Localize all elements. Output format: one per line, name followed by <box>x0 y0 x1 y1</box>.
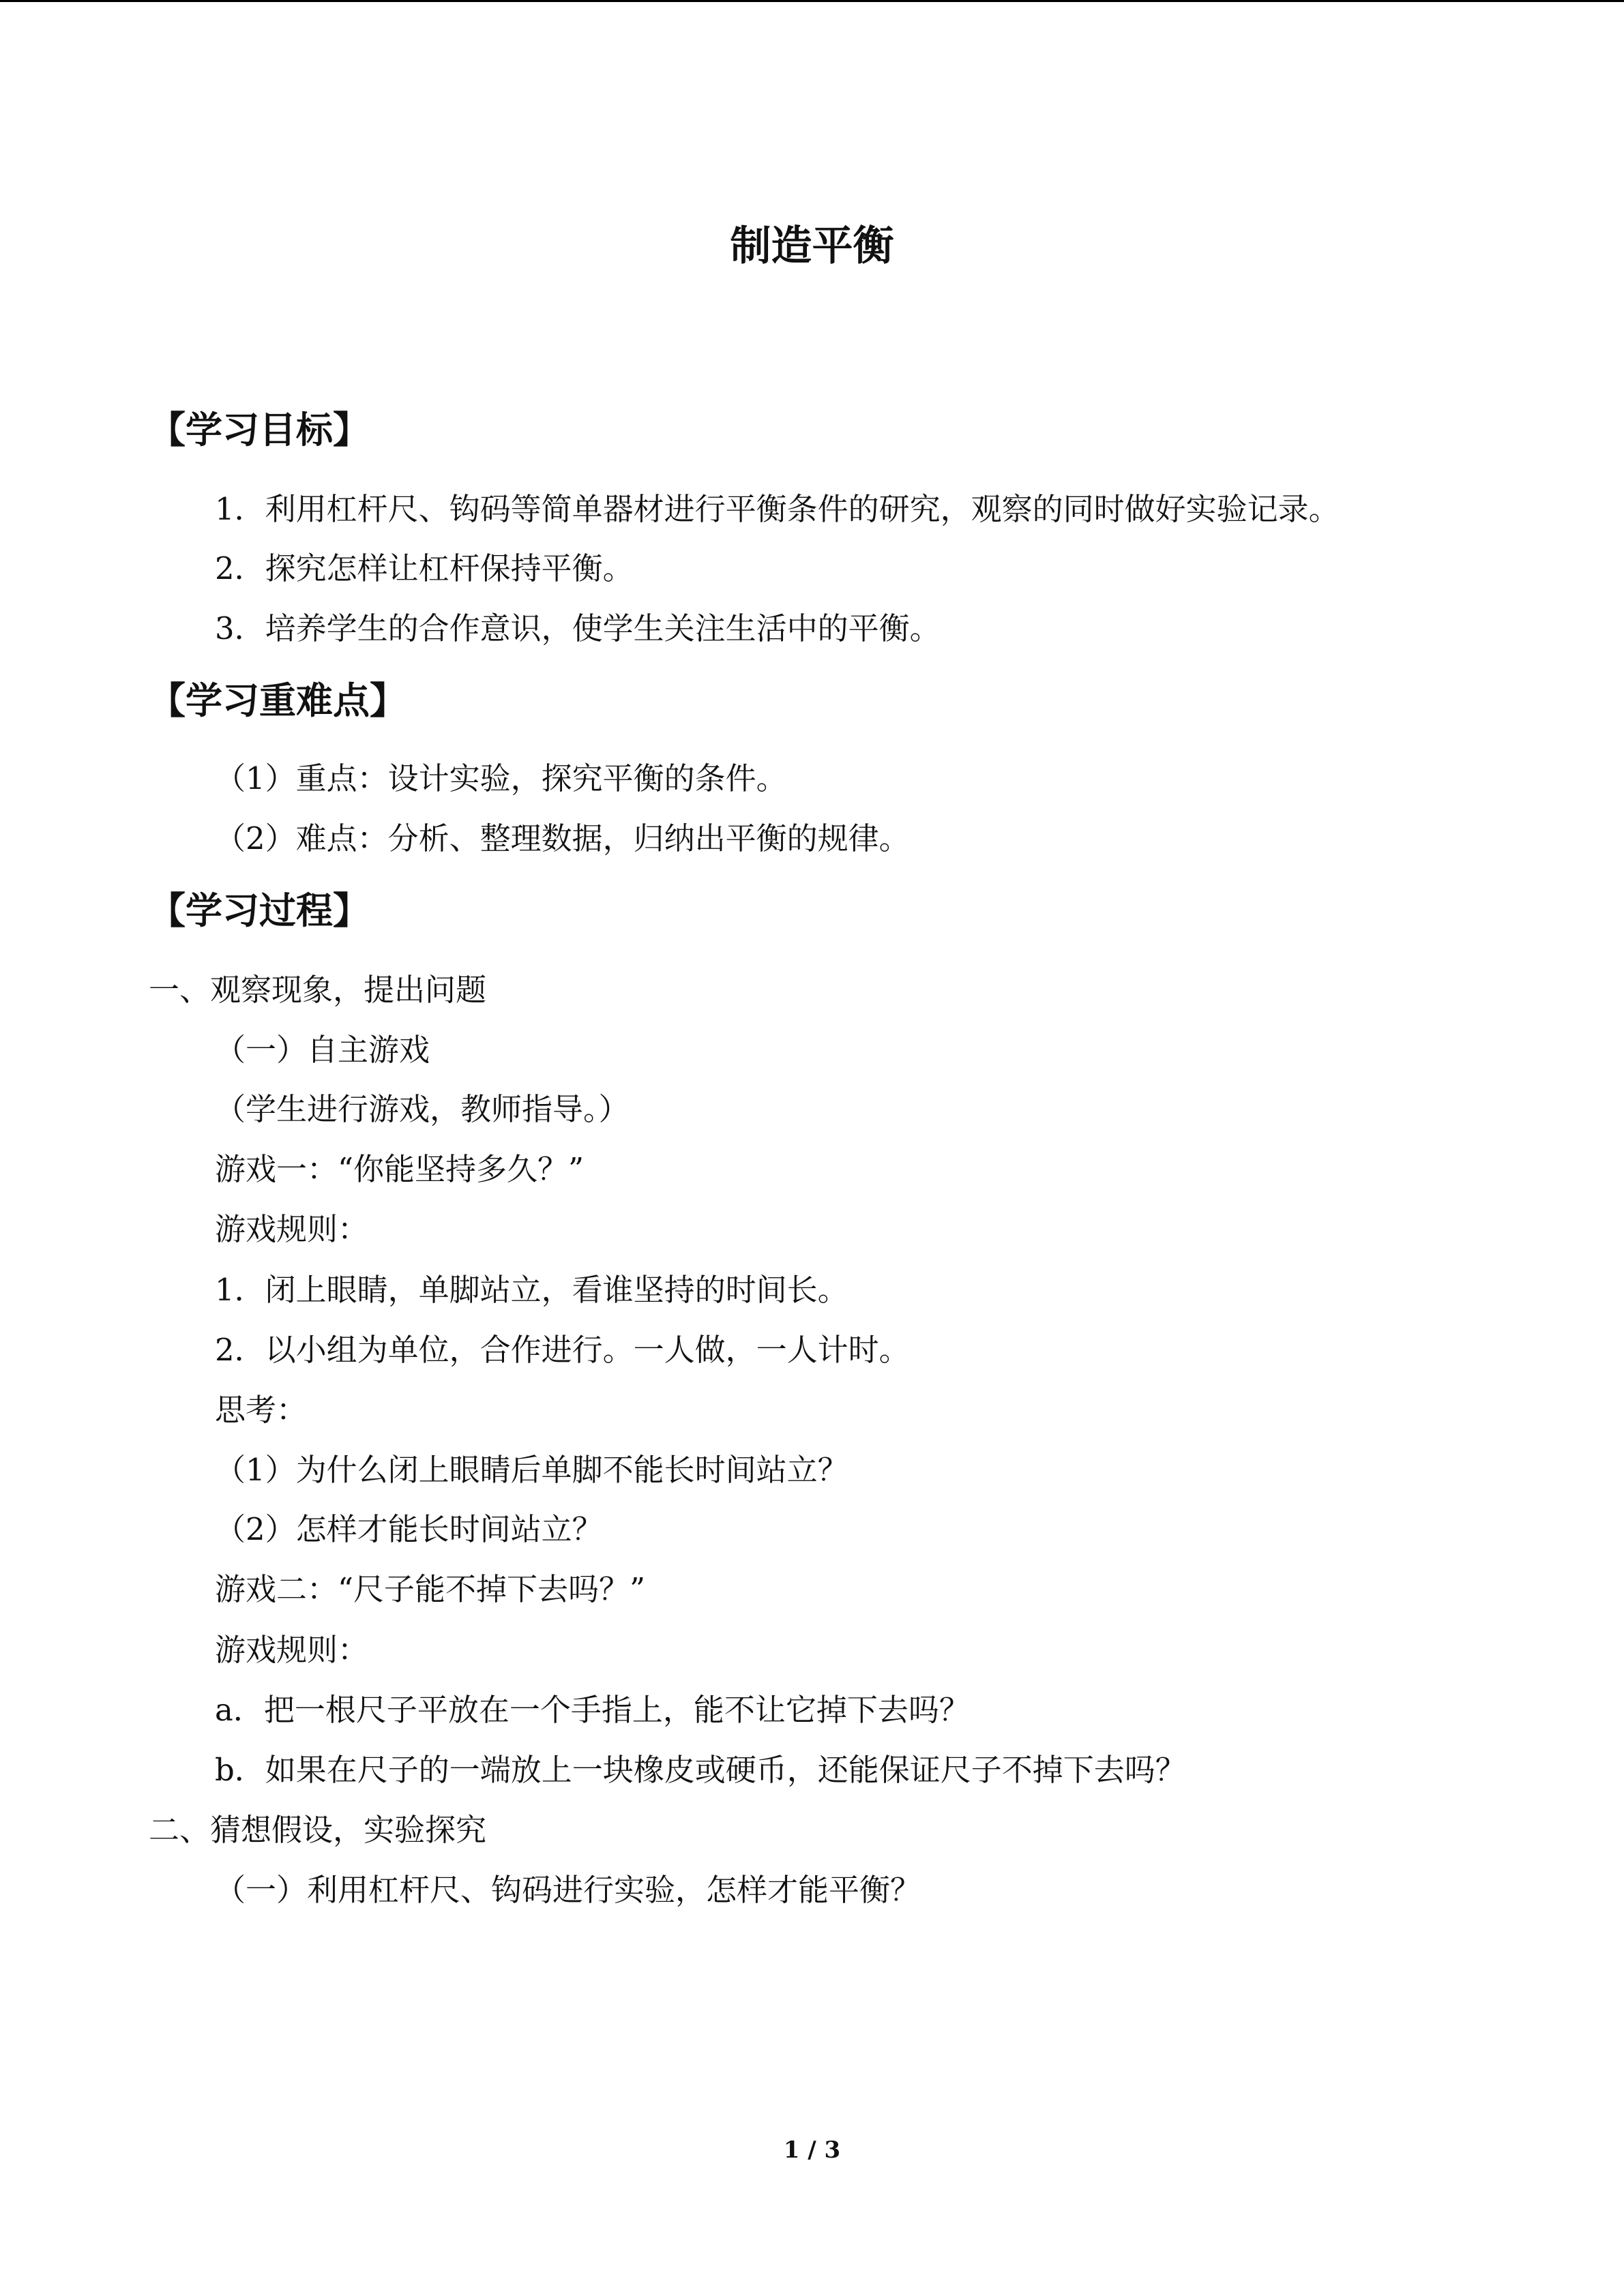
objective-item-3: 3．培养学生的合作意识，使学生关注生活中的平衡。 <box>215 610 941 646</box>
process-line: 游戏规则： <box>215 1211 369 1247</box>
key-point-1: （1）重点：设计实验，探究平衡的条件。 <box>215 760 787 796</box>
process-line: 思考： <box>215 1392 308 1428</box>
process-line: （1）为什么闭上眼睛后单脚不能长时间站立？ <box>215 1452 848 1488</box>
objective-item-2: 2．探究怎样让杠杆保持平衡。 <box>215 550 634 586</box>
process-line: 游戏规则： <box>215 1632 369 1668</box>
process-line: 1．闭上眼睛，单脚站立，看谁坚持的时间长。 <box>215 1272 848 1308</box>
objectives-heading: 【学习目标】 <box>149 408 370 451</box>
key-points-heading: 【学习重难点】 <box>149 679 407 722</box>
key-point-2: （2）难点：分析、整理数据，归纳出平衡的规律。 <box>215 820 910 856</box>
process-heading: 【学习过程】 <box>149 889 370 932</box>
process-line: （一）自主游戏 <box>215 1032 430 1068</box>
process-line: （2）怎样才能长时间站立？ <box>215 1511 603 1547</box>
process-line: b．如果在尺子的一端放上一块橡皮或硬币，还能保证尺子不掉下去吗？ <box>215 1752 1186 1788</box>
process-line: 游戏二：“尺子能不掉下去吗？” <box>215 1571 646 1607</box>
process-line: （一）利用杠杆尺、钩码进行实验，怎样才能平衡？ <box>215 1872 921 1908</box>
document-title: 制造平衡 <box>730 222 894 270</box>
process-line: 2．以小组为单位，合作进行。一人做，一人计时。 <box>215 1332 910 1368</box>
objective-item-1: 1．利用杠杆尺、钩码等简单器材进行平衡条件的研究，观察的同时做好实验记录。 <box>215 491 1340 527</box>
process-part2-heading: 二、猜想假设，实验探究 <box>149 1812 487 1848</box>
process-line: （学生进行游戏，教师指导。） <box>215 1091 630 1127</box>
page-number: 1 / 3 <box>783 2136 841 2164</box>
process-line: a．把一根尺子平放在一个手指上，能不让它掉下去吗？ <box>215 1692 970 1728</box>
process-part1-heading: 一、观察现象，提出问题 <box>149 972 487 1008</box>
process-line: 游戏一：“你能坚持多久？” <box>215 1151 585 1187</box>
